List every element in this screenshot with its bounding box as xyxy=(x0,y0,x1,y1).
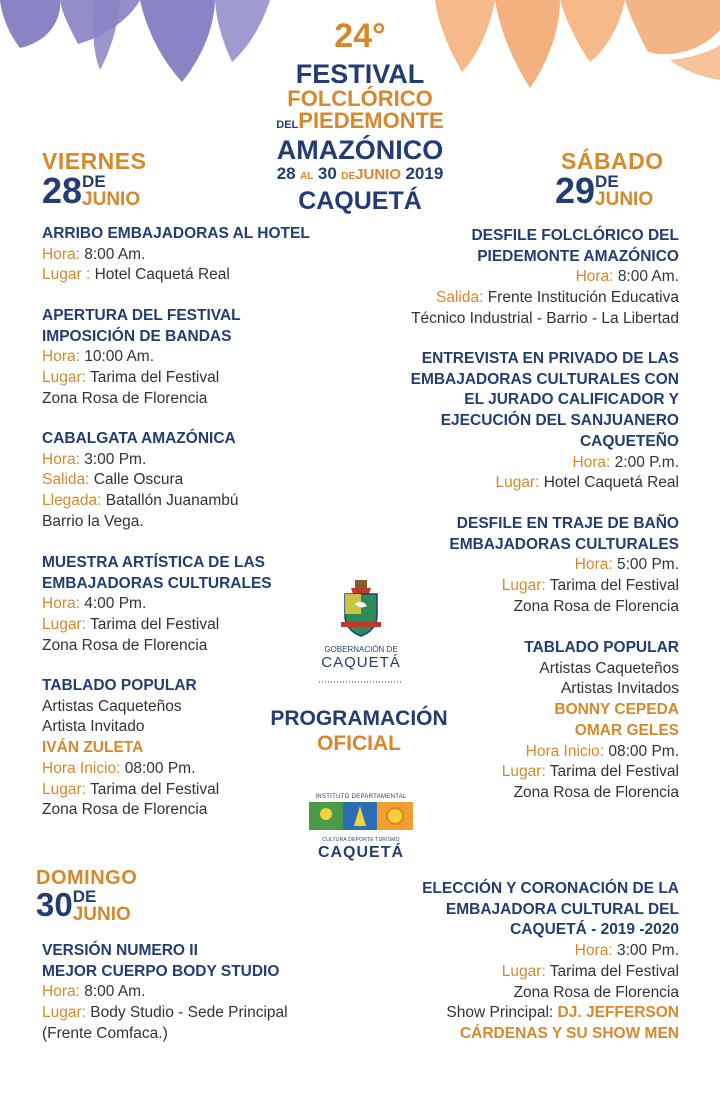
event-title-2: EMBAJADORAS CULTURALES xyxy=(449,535,679,553)
event-title-5: CAQUETEÑO xyxy=(579,432,679,450)
day-month-label: JUNIO xyxy=(595,189,654,210)
event-title: APERTURA DEL FESTIVAL xyxy=(42,307,241,324)
event-hora: Hora: 5:00 Pm. xyxy=(574,556,679,574)
event-lugar-2: Zona Rosa de Florencia xyxy=(42,801,208,819)
day-de: DE xyxy=(72,887,97,906)
event-saturday-3 xyxy=(449,514,679,618)
date-al: AL xyxy=(300,171,314,182)
event-line2: Artista Invitado xyxy=(42,718,145,736)
event-title: MUESTRA ARTÍSTICA DE LAS xyxy=(42,554,266,571)
day-month-label: JUNIO xyxy=(82,189,141,210)
event-salida-2: Técnico Industrial - Barrio - La Libertad xyxy=(411,309,679,327)
event-hora: Hora Inicio: 08:00 Pm. xyxy=(42,759,196,777)
event-title: VERSIÓN NUMERO II xyxy=(42,942,198,959)
day-month-label: JUNIO xyxy=(72,904,131,925)
gobernacion-big: CAQUETÁ xyxy=(321,654,401,671)
event-hora: Hora: 2:00 P.m. xyxy=(572,453,679,471)
title-del: DEL xyxy=(276,119,299,131)
event-friday-4 xyxy=(42,553,272,657)
day-de: DE xyxy=(82,172,106,191)
event-title: TABLADO POPULAR xyxy=(42,677,197,694)
date-de: DE xyxy=(341,171,356,182)
event-lugar: Lugar : Hotel Caquetá Real xyxy=(42,266,230,284)
event-llegada-2: Barrio la Vega. xyxy=(42,512,144,530)
event-highlight-1: BONNY CEPEDA xyxy=(554,701,679,719)
event-hora: Hora: 8:00 Am. xyxy=(42,245,146,263)
day-date xyxy=(555,170,664,211)
event-line2: Artistas Invitados xyxy=(560,680,679,698)
day-date xyxy=(36,888,137,924)
event-lugar: Lugar: Tarima del Festival xyxy=(501,763,679,781)
day-header-saturday xyxy=(555,150,664,209)
event-lugar: Lugar: Tarima del Festival xyxy=(501,962,679,980)
festival-title xyxy=(240,18,480,215)
event-title-3: CAQUETÁ - 2019 -2020 xyxy=(510,921,679,939)
title-dates xyxy=(240,164,480,187)
title-piedemonte: PIEDEMONTE xyxy=(298,108,444,133)
event-title: CABALGATA AMAZÓNICA xyxy=(42,430,236,447)
programacion-line1: PROGRAMACIÓN xyxy=(270,707,448,730)
day-de: DE xyxy=(595,172,619,191)
event-lugar-2: Zona Rosa de Florencia xyxy=(513,597,679,615)
event-line1: Artistas Caqueteños xyxy=(539,659,679,677)
event-title: DESFILE FOLCLÓRICO DEL xyxy=(471,227,679,244)
instituto-logo xyxy=(307,794,415,862)
event-friday-1 xyxy=(42,224,310,286)
day-month xyxy=(595,173,653,209)
event-lugar: Lugar: Body Studio - Sede Principal xyxy=(42,1004,288,1022)
event-friday-2 xyxy=(42,306,241,410)
title-festival: FESTIVAL xyxy=(295,59,425,89)
event-title-2: PIEDEMONTE AMAZÓNICO xyxy=(477,247,679,265)
event-title-2: EMBAJADORAS CULTURALES CON xyxy=(410,370,679,388)
event-title-2: EMBAJADORAS CULTURALES xyxy=(42,574,272,592)
day-number: 28 xyxy=(42,170,83,211)
edition: 24° xyxy=(334,17,386,55)
event-lugar-2: Zona Rosa de Florencia xyxy=(513,783,679,801)
event-lugar-2: Zona Rosa de Florencia xyxy=(513,983,679,1001)
event-show-2: CÁRDENAS Y SU SHOW MEN xyxy=(459,1024,679,1042)
event-salida: Salida: Calle Oscura xyxy=(42,471,184,489)
title-del-piedemonte xyxy=(240,110,480,136)
event-show: Show Principal: DJ. JEFFERSON xyxy=(446,1004,679,1022)
event-title-2: EMBAJADORA CULTURAL DEL xyxy=(445,900,679,918)
dotted-divider xyxy=(315,680,407,684)
event-highlight-2: OMAR GELES xyxy=(574,721,679,739)
event-sunday-2 xyxy=(422,879,679,1045)
programacion-line2: OFICIAL xyxy=(317,732,401,755)
day-name: DOMINGO xyxy=(36,867,138,889)
day-header-friday xyxy=(42,150,146,209)
event-lugar-2: Zona Rosa de Florencia xyxy=(42,636,208,654)
date-year: 2019 xyxy=(405,164,444,183)
event-salida: Salida: Frente Institución Educativa xyxy=(436,289,679,307)
day-number: 30 xyxy=(36,886,73,923)
instituto-mid: CULTURA DEPORTE TURISMO xyxy=(322,837,400,843)
event-hora: Hora: 8:00 Am. xyxy=(575,268,679,286)
day-name: SÁBADO xyxy=(561,148,664,174)
event-hora: Hora: 4:00 Pm. xyxy=(42,595,147,613)
event-lugar-2: (Frente Comfaca.) xyxy=(42,1024,168,1042)
event-title: ARRIBO EMBAJADORAS AL HOTEL xyxy=(42,225,310,242)
event-lugar: Lugar: Tarima del Festival xyxy=(501,577,679,595)
date-end: 30 xyxy=(317,164,337,183)
event-title: DESFILE EN TRAJE DE BAÑO xyxy=(456,515,679,532)
day-month xyxy=(73,888,131,924)
day-date xyxy=(42,170,146,211)
programacion-oficial xyxy=(248,706,470,756)
date-month: JUNIO xyxy=(355,166,401,183)
event-saturday-4 xyxy=(502,638,679,804)
instituto-emblem-icon xyxy=(307,800,415,832)
event-sunday-1 xyxy=(42,941,288,1045)
event-highlight: IVÁN ZULETA xyxy=(42,739,144,757)
title-amazonico: AMAZÓNICO xyxy=(276,135,444,165)
event-lugar: Lugar: Hotel Caquetá Real xyxy=(495,474,679,492)
event-hora: Hora: 8:00 Am. xyxy=(42,983,146,1001)
date-start: 28 xyxy=(276,164,296,183)
day-name: VIERNES xyxy=(42,148,147,174)
event-saturday-1 xyxy=(411,226,679,330)
instituto-top: INSTITUTO DEPARTAMENTAL xyxy=(315,794,407,800)
event-lugar-2: Zona Rosa de Florencia xyxy=(42,389,208,407)
gobernacion-logo xyxy=(315,578,407,689)
event-llegada: Llegada: Batallón Juanambú xyxy=(42,492,239,510)
day-month xyxy=(82,173,140,209)
event-title-4: EJECUCIÓN DEL SANJUANERO xyxy=(440,412,679,430)
event-hora: Hora: 3:00 Pm. xyxy=(42,450,147,468)
title-region: CAQUETÁ xyxy=(298,187,422,215)
coat-of-arms-icon xyxy=(315,578,407,638)
event-title: ELECCIÓN Y CORONACIÓN DE LA xyxy=(422,880,679,897)
event-saturday-2 xyxy=(411,349,679,494)
instituto-big: CAQUETÁ xyxy=(317,844,405,861)
event-title: TABLADO POPULAR xyxy=(524,639,679,656)
event-title-2: IMPOSICIÓN DE BANDAS xyxy=(42,327,232,345)
event-title-2: MEJOR CUERPO BODY STUDIO xyxy=(42,962,280,980)
event-hora: Hora Inicio: 08:00 Pm. xyxy=(525,742,679,760)
event-friday-5 xyxy=(42,676,219,821)
event-line1: Artistas Caqueteños xyxy=(42,697,182,715)
event-friday-3 xyxy=(42,429,239,533)
gobernacion-small: GOBERNACIÓN DE xyxy=(324,645,398,654)
event-title-3: EL JURADO CALIFICADOR Y xyxy=(464,391,679,409)
event-title: ENTREVISTA EN PRIVADO DE LAS xyxy=(421,350,679,367)
event-hora: Hora: 3:00 Pm. xyxy=(574,942,679,960)
event-lugar: Lugar: Tarima del Festival xyxy=(42,780,220,798)
event-hora: Hora: 10:00 Am. xyxy=(42,348,155,366)
event-lugar: Lugar: Tarima del Festival xyxy=(42,369,220,387)
day-number: 29 xyxy=(555,170,596,211)
day-header-sunday xyxy=(36,868,137,924)
title-folclorico: FOLCLÓRICO xyxy=(287,86,433,111)
event-lugar: Lugar: Tarima del Festival xyxy=(42,616,220,634)
